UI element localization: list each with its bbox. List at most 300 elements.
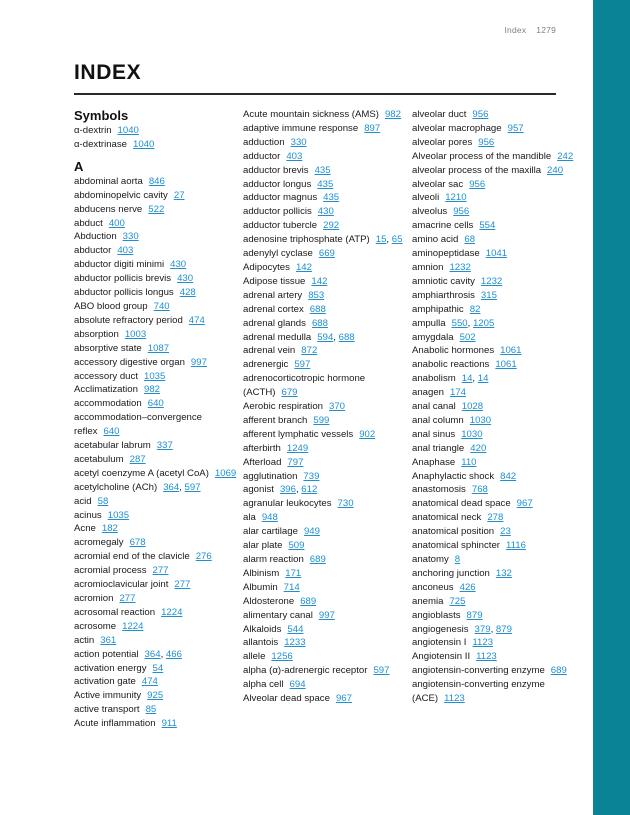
index-entry (412, 178, 578, 192)
index-entry (412, 497, 578, 511)
page-references (191, 357, 207, 368)
page-references (119, 593, 135, 604)
index-entry (243, 136, 409, 150)
page-link[interactable]: 27 (173, 189, 185, 201)
page-link[interactable]: 688 (309, 303, 326, 315)
page-link[interactable]: 902 (359, 428, 376, 440)
page-link[interactable]: 853 (308, 289, 325, 301)
page-link[interactable]: 982 (384, 109, 401, 120)
index-entry (243, 511, 409, 525)
page-link[interactable]: 872 (301, 345, 318, 357)
page-link[interactable]: 396 (279, 484, 296, 496)
index-term: Acne (74, 523, 96, 535)
index-term: angioblasts (412, 609, 461, 621)
page-link[interactable]: 278 (487, 512, 504, 524)
index-entry (243, 525, 409, 539)
page-references: 14, 14 (461, 373, 489, 385)
index-entry (74, 481, 240, 495)
index-entry (243, 609, 409, 623)
page-link[interactable]: 276 (195, 551, 212, 563)
page-link[interactable]: 1123 (476, 651, 497, 663)
index-entry (412, 428, 578, 442)
page-link[interactable]: 430 (317, 206, 334, 218)
page-references (282, 387, 298, 398)
page-link[interactable]: 1030 (469, 414, 492, 426)
page-references: 594, 688 (317, 331, 355, 343)
page-link[interactable]: 967 (335, 693, 352, 705)
page-link[interactable]: 171 (285, 567, 302, 579)
index-term: acrosome (74, 620, 117, 632)
page-references (323, 192, 339, 203)
page-link[interactable]: 1035 (144, 370, 166, 382)
index-term: adductor brevis (243, 164, 309, 176)
page-link[interactable]: 430 (170, 259, 187, 271)
page-link[interactable]: 1061 (495, 359, 517, 371)
page-references (478, 137, 494, 148)
page-references (481, 276, 502, 287)
index-entry (412, 219, 578, 233)
page-link[interactable]: 612 (301, 484, 318, 496)
page-references (123, 231, 139, 242)
page-link[interactable]: 58 (97, 495, 109, 507)
index-entry (412, 164, 578, 178)
page-link[interactable]: 403 (286, 150, 303, 162)
page-references (271, 651, 292, 662)
page-link[interactable]: 430 (177, 273, 194, 285)
page-link[interactable]: 466 (165, 648, 182, 660)
index-term: amnion (412, 261, 444, 273)
index-term: alveolar process of the maxilla (412, 164, 542, 176)
index-entry (74, 467, 240, 481)
page-link[interactable]: 948 (261, 512, 278, 524)
index-term: angiotensin I (412, 637, 467, 649)
index-entry (243, 358, 409, 372)
page-references (148, 204, 164, 215)
index-entry (412, 122, 578, 136)
page-references (287, 443, 308, 454)
index-term: acinus (74, 509, 102, 521)
index-entry (74, 138, 240, 152)
page-link[interactable]: 640 (103, 426, 120, 438)
index-term: angiotensin-converting enzyme (ACE) (412, 679, 545, 705)
page-references (262, 512, 278, 523)
page-link[interactable]: 1061 (500, 345, 522, 357)
page-link[interactable]: 669 (318, 248, 335, 260)
index-term: adrenergic (243, 359, 289, 371)
page-references (517, 498, 533, 509)
page-link[interactable]: 550 (451, 317, 468, 329)
index-entry (243, 191, 409, 205)
page-link[interactable]: 544 (287, 623, 304, 635)
index-term: abduct (74, 217, 103, 229)
page-references (323, 220, 339, 231)
index-entry (243, 275, 409, 289)
page-references (130, 454, 146, 465)
index-entry (412, 483, 578, 497)
page-references (385, 109, 401, 120)
page-references: 396, 612 (279, 484, 318, 496)
page-link[interactable]: 597 (373, 665, 390, 677)
page-link[interactable]: 678 (129, 537, 146, 549)
page-link[interactable]: 956 (469, 178, 486, 190)
index-entry (412, 623, 578, 637)
page-link[interactable]: 879 (466, 609, 483, 621)
page-link[interactable]: 240 (547, 164, 564, 176)
index-entry (412, 108, 578, 122)
page-references (147, 690, 163, 701)
running-head-page-number: 1279 (536, 25, 556, 35)
page-link[interactable]: 1030 (461, 428, 483, 440)
page-link[interactable]: 142 (295, 261, 312, 273)
page-link[interactable]: 23 (500, 526, 511, 538)
page-link[interactable]: 379 (474, 623, 491, 635)
page-link[interactable]: 1249 (286, 442, 309, 454)
page-link[interactable]: 277 (119, 593, 136, 604)
page-link[interactable]: 689 (309, 554, 326, 565)
index-term: angiotensin-converting enzyme (412, 665, 545, 677)
page-references (551, 665, 567, 676)
page-link[interactable]: 364 (163, 481, 180, 493)
index-term: acromial process (74, 565, 147, 577)
page-references (338, 498, 354, 509)
page-references (547, 165, 563, 176)
page-link[interactable]: 1205 (472, 317, 495, 329)
page-link[interactable]: 597 (184, 481, 201, 493)
page-link[interactable]: 842 (500, 470, 517, 482)
index-term: Angiotensin II (412, 651, 471, 663)
page-link[interactable]: 679 (281, 387, 298, 399)
page-link[interactable]: 846 (148, 175, 165, 187)
index-entry (412, 456, 578, 470)
page-references (470, 304, 481, 315)
page-link[interactable]: 1123 (444, 693, 465, 705)
page-link[interactable]: 1256 (271, 651, 293, 663)
index-term: amphipathic (412, 303, 464, 315)
index-entry (74, 300, 240, 314)
page-link[interactable]: 1210 (445, 192, 467, 204)
page-link[interactable]: 277 (152, 565, 169, 577)
page-references (319, 248, 335, 259)
index-entry (74, 717, 240, 731)
page-references (500, 345, 521, 356)
index-term: anal triangle (412, 442, 465, 454)
index-entry (412, 386, 578, 400)
page-references (453, 206, 469, 217)
page-link[interactable]: 911 (161, 718, 177, 730)
index-entry (243, 108, 409, 122)
index-term: ABO blood group (74, 300, 148, 312)
page-link[interactable]: 640 (147, 398, 164, 410)
page-link[interactable]: 85 (145, 704, 157, 716)
index-term: adductor pollicis (243, 206, 312, 218)
page-link[interactable]: 182 (101, 523, 118, 535)
page-references (130, 537, 146, 548)
page-references (472, 637, 493, 648)
index-entry (412, 331, 578, 345)
page-references (462, 401, 483, 412)
page-references (294, 359, 310, 370)
page-link[interactable]: 1041 (485, 248, 508, 260)
index-entry (74, 175, 240, 189)
page-references (303, 471, 319, 482)
index-entry (412, 372, 578, 386)
page-link[interactable]: 688 (338, 331, 355, 343)
page-references (174, 190, 185, 201)
index-term: acetabular labrum (74, 440, 151, 452)
page-link[interactable]: 1087 (147, 342, 170, 354)
page-link[interactable]: 420 (470, 442, 487, 454)
index-entry (243, 497, 409, 511)
page-references (287, 624, 303, 635)
page-link[interactable]: 277 (174, 579, 191, 591)
page-link[interactable]: 330 (290, 136, 307, 148)
page-link[interactable]: 14 (461, 373, 473, 385)
index-entry (243, 567, 409, 581)
page-references (461, 429, 482, 440)
page-link[interactable]: 435 (323, 192, 340, 204)
index-term: α-dextrin (74, 125, 112, 136)
page-link[interactable]: 1233 (284, 637, 306, 649)
page-link[interactable]: 1232 (480, 275, 503, 287)
page-link[interactable]: 956 (472, 109, 489, 120)
page-link[interactable]: 400 (108, 217, 125, 229)
page-link[interactable]: 474 (188, 314, 205, 326)
page-link[interactable]: 370 (329, 401, 346, 413)
index-column-2 (243, 108, 409, 706)
index-entry (74, 314, 240, 328)
page-link[interactable]: 364 (144, 648, 161, 660)
index-entry (74, 453, 240, 467)
index-term: agranular leukocytes (243, 498, 332, 510)
index-term: anchoring junction (412, 567, 490, 579)
page-link[interactable]: 982 (143, 384, 160, 396)
page-link[interactable]: 330 (122, 231, 139, 243)
index-term: adductor magnus (243, 192, 318, 204)
index-entry (243, 553, 409, 567)
page-link[interactable]: 428 (179, 287, 196, 299)
page-link[interactable]: 1224 (161, 606, 183, 618)
index-term: adrenal vein (243, 345, 296, 357)
index-entry (74, 370, 240, 384)
page-link[interactable]: 292 (323, 220, 340, 232)
index-term: afterbirth (243, 442, 281, 454)
index-entry (74, 258, 240, 272)
page-references: 15, 65 (375, 234, 403, 246)
page-link[interactable]: 1069 (214, 467, 237, 479)
page-link[interactable]: 132 (495, 567, 512, 579)
index-term: Active immunity (74, 690, 142, 702)
page-references (291, 137, 307, 148)
page-link[interactable]: 15 (375, 234, 387, 246)
page-references (122, 621, 143, 632)
page-references (496, 568, 512, 579)
page-link[interactable]: 82 (469, 303, 481, 315)
index-term: Alkaloids (243, 623, 282, 635)
index-term: acromegaly (74, 537, 124, 549)
page-link[interactable]: 967 (516, 498, 533, 510)
page-link[interactable]: 1040 (133, 138, 155, 150)
index-term: adductor longus (243, 178, 312, 190)
page-link[interactable]: 597 (294, 359, 311, 371)
page-link[interactable]: 688 (311, 317, 328, 329)
page-references (557, 151, 573, 162)
index-entry (412, 442, 578, 456)
index-term: adrenal medulla (243, 331, 312, 343)
index-entry (243, 483, 409, 497)
page-references (125, 329, 146, 340)
page-link[interactable]: 287 (129, 453, 146, 465)
page-references (301, 345, 317, 356)
index-entry (243, 331, 409, 345)
page-link[interactable]: 594 (317, 331, 334, 343)
index-term: abductor pollicis longus (74, 287, 174, 299)
page-link[interactable]: 689 (550, 665, 567, 677)
page-references (148, 398, 164, 409)
index-term: anatomical neck (412, 512, 482, 524)
page-link[interactable]: 730 (337, 498, 354, 510)
page-link[interactable]: 474 (141, 676, 158, 688)
page-link[interactable]: 694 (289, 679, 306, 691)
page-link[interactable]: 337 (156, 440, 173, 452)
page-link[interactable]: 956 (453, 206, 470, 218)
chapter-edge-bar (593, 0, 630, 815)
index-entry (243, 414, 409, 428)
index-entry (412, 567, 578, 581)
page-link[interactable]: 1224 (122, 620, 144, 632)
page-link[interactable]: 897 (364, 122, 381, 134)
index-term: alveolar sac (412, 178, 464, 190)
page-link[interactable]: 797 (287, 456, 304, 468)
page-link[interactable]: 768 (471, 484, 488, 496)
page-link[interactable]: 522 (148, 203, 165, 215)
page-link[interactable]: 435 (317, 178, 334, 190)
index-term: alveolar pores (412, 136, 473, 148)
page-link[interactable]: 949 (303, 526, 320, 538)
page-link[interactable]: 65 (391, 234, 403, 246)
index-entry (243, 623, 409, 637)
page-link[interactable]: 8 (454, 554, 461, 565)
page-link[interactable]: 599 (313, 414, 330, 426)
page-link[interactable]: 925 (147, 690, 164, 702)
page-references (196, 551, 212, 562)
index-term: afferent branch (243, 414, 308, 426)
page-link[interactable]: 739 (303, 470, 320, 482)
page-link[interactable]: 714 (283, 581, 300, 593)
page-link[interactable]: 315 (480, 289, 497, 301)
page-link[interactable]: 1028 (461, 401, 484, 413)
index-term: Albumin (243, 581, 278, 593)
index-term: allele (243, 651, 266, 663)
index-term: adenylyl cyclase (243, 248, 313, 260)
page-link[interactable]: 14 (477, 373, 489, 385)
page-link[interactable]: 1003 (124, 328, 147, 340)
page-link[interactable]: 174 (450, 387, 467, 399)
page-references (286, 151, 302, 162)
page-link[interactable]: 1035 (107, 509, 130, 521)
index-entry (243, 678, 409, 692)
page-link[interactable]: 509 (288, 540, 305, 552)
index-term: activation gate (74, 676, 136, 688)
index-term: ala (243, 512, 256, 524)
page-references: 550, 1205 (451, 317, 495, 329)
index-term: action potential (74, 648, 139, 660)
page-link[interactable]: 142 (311, 275, 328, 287)
index-term: anconeus (412, 581, 454, 593)
page-references (149, 176, 165, 187)
page-link[interactable]: 403 (117, 245, 134, 257)
page-references (144, 384, 160, 395)
page-references (177, 273, 193, 284)
page-references (300, 596, 316, 607)
page-link[interactable]: 956 (478, 136, 495, 148)
page-references (146, 704, 157, 715)
page-link[interactable]: 689 (300, 595, 317, 607)
index-entry (412, 150, 578, 164)
index-term: acromial end of the clavicle (74, 551, 190, 563)
index-term: abdominopelvic cavity (74, 189, 168, 201)
index-term: amino acid (412, 234, 459, 246)
index-term: Albinism (243, 567, 280, 579)
page-references (318, 206, 334, 217)
index-term: Adipose tissue (243, 275, 306, 287)
index-entry (412, 275, 578, 289)
page-link[interactable]: 1116 (506, 540, 526, 552)
index-entry (243, 442, 409, 456)
index-term: anabolic reactions (412, 359, 490, 371)
index-entry (412, 400, 578, 414)
page-references (310, 554, 326, 565)
page-link[interactable]: 879 (495, 623, 512, 635)
index-term: alimentary canal (243, 609, 313, 621)
index-entry (412, 553, 578, 567)
index-entry (243, 233, 409, 247)
index-term: Aldosterone (243, 595, 295, 607)
index-term: Alveolar process of the mandible (412, 150, 552, 162)
page-references (460, 332, 476, 343)
page-link[interactable]: 554 (479, 220, 496, 232)
page-link[interactable]: 502 (459, 331, 476, 343)
page-link[interactable]: 54 (152, 662, 164, 674)
index-term: actin (74, 634, 95, 646)
page-link[interactable]: 1123 (472, 637, 494, 649)
page-link[interactable]: 957 (507, 122, 524, 134)
index-entry (412, 317, 578, 331)
page-references (118, 125, 139, 136)
page-link[interactable]: 740 (153, 300, 170, 312)
page-link[interactable]: 1232 (449, 261, 471, 273)
page-link[interactable]: 361 (100, 634, 117, 646)
index-term: Aerobic respiration (243, 401, 323, 413)
page-link[interactable]: 725 (449, 595, 466, 607)
index-term: Alveolar dead space (243, 693, 330, 705)
index-entry (74, 634, 240, 648)
page-link[interactable]: 1040 (117, 125, 139, 136)
index-term: adductor (243, 150, 281, 162)
index-entry (243, 303, 409, 317)
index-entry (243, 219, 409, 233)
page-link[interactable]: 68 (464, 234, 476, 246)
page-link[interactable]: 997 (318, 609, 335, 621)
index-term: abductor pollicis brevis (74, 273, 172, 285)
index-entry (412, 636, 578, 650)
page-link[interactable]: 435 (314, 164, 331, 176)
page-link[interactable]: 242 (557, 150, 574, 162)
index-term: anagen (412, 387, 445, 399)
page-link[interactable]: 997 (190, 356, 207, 368)
index-term: agonist (243, 484, 274, 496)
page-link[interactable]: 426 (459, 581, 476, 593)
page-link[interactable]: 110 (461, 456, 477, 468)
